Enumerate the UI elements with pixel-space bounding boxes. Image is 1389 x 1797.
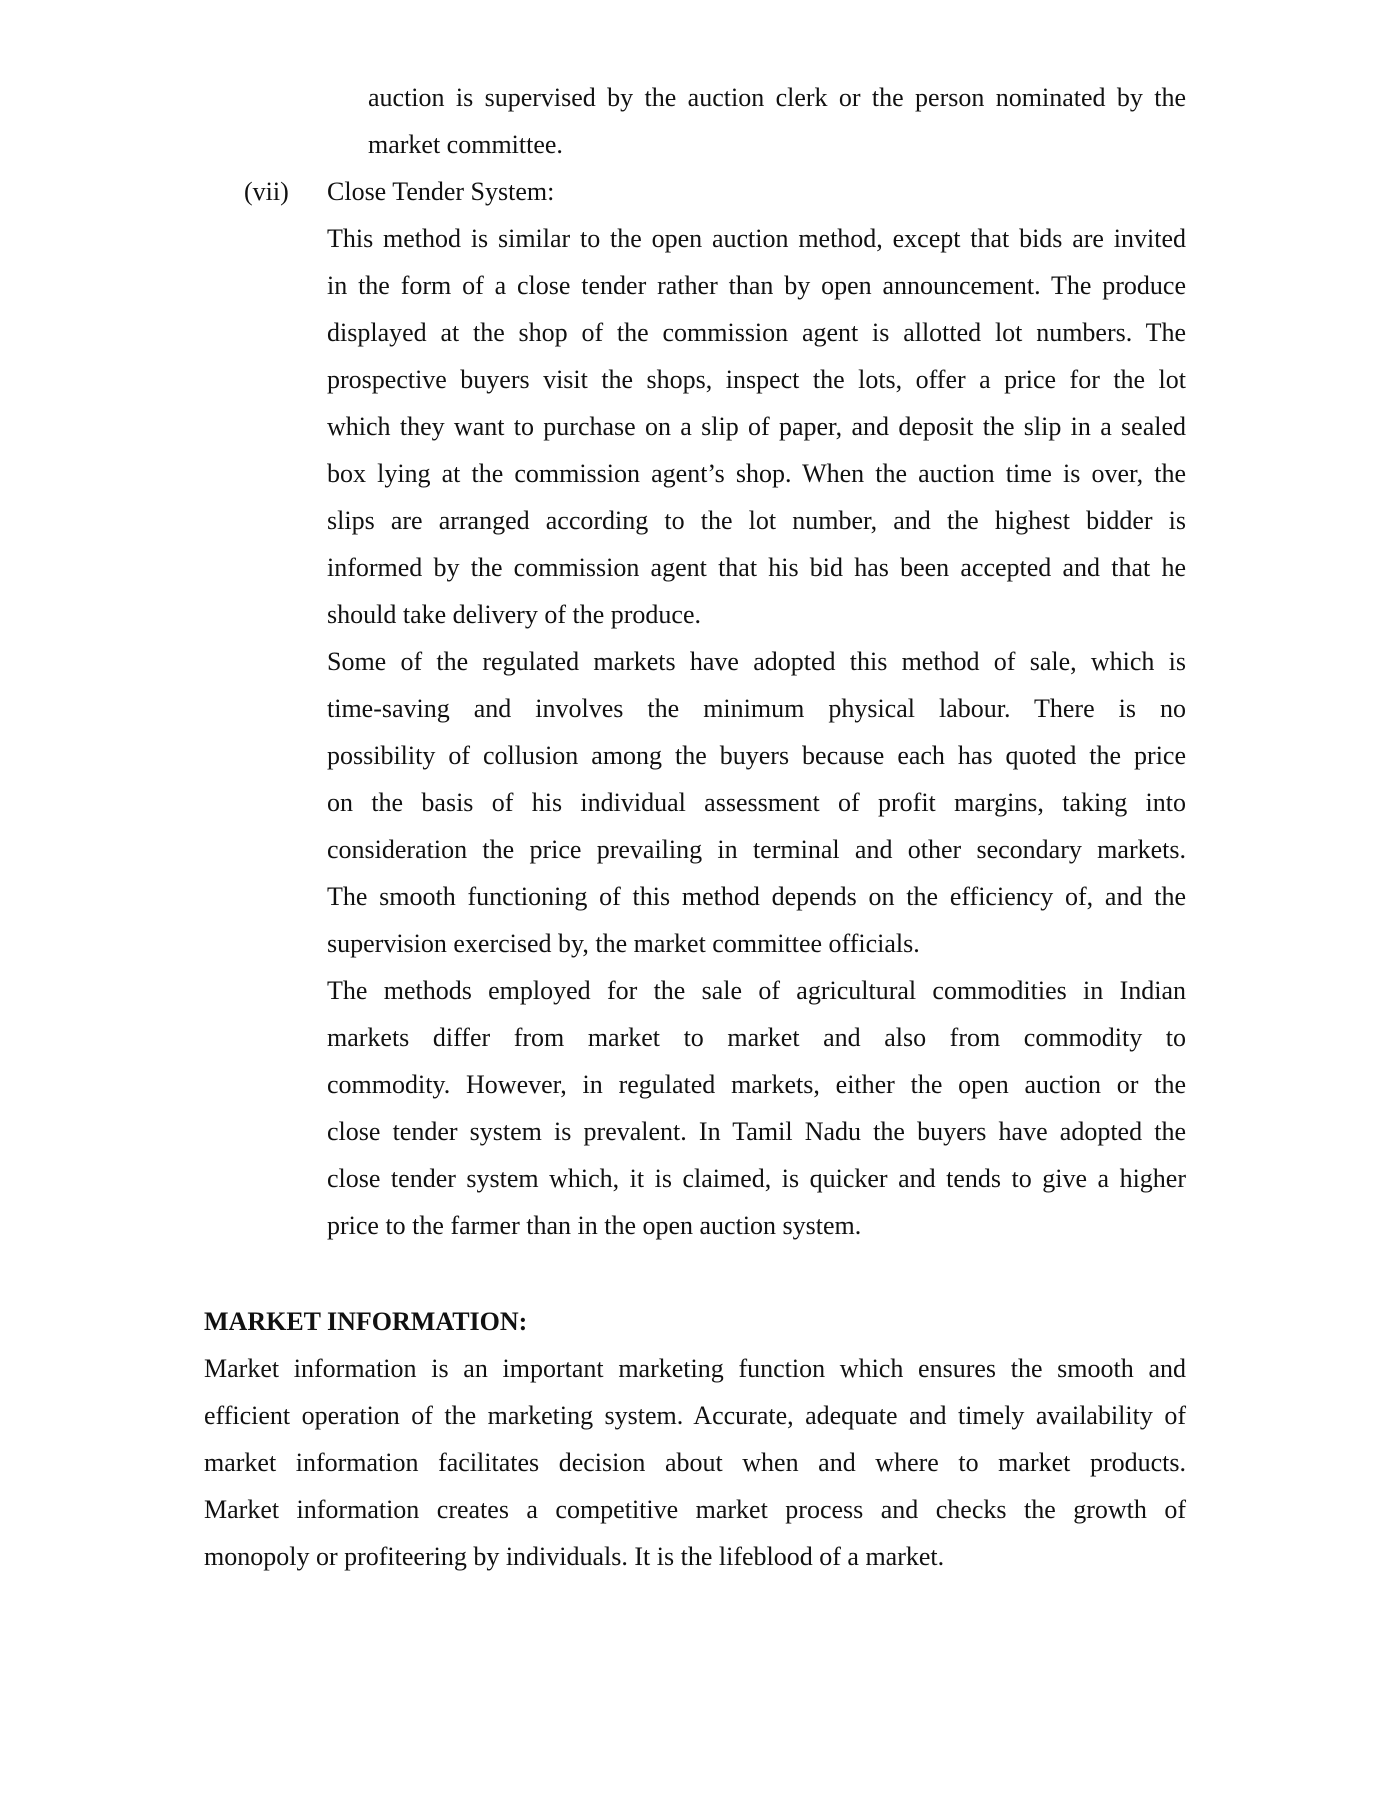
paragraph-line: possibility of collusion among the buyers because each has quoted the price [327, 741, 1186, 770]
paragraph-line: supervision exercised by, the market committee officials. [327, 929, 920, 958]
paragraph-line: Market information is an important marketing function which ensures the smooth and [204, 1354, 1186, 1383]
paragraph-line: market information facilitates decision about when and where to market products. [204, 1448, 1186, 1477]
list-marker: (vii) [244, 177, 289, 206]
paragraph-line: efficient operation of the marketing system. Accurate, adequate and timely availability of [204, 1401, 1186, 1430]
paragraph-line: informed by the commission agent that his bid has been accepted and that he [327, 553, 1186, 582]
continuation-line: market committee. [368, 130, 563, 159]
paragraph-line: commodity. However, in regulated markets, either the open auction or the [327, 1070, 1186, 1099]
paragraph-line: The smooth functioning of this method depends on the efficiency of, and the [327, 882, 1186, 911]
paragraph-line: should take delivery of the produce. [327, 600, 701, 629]
paragraph-line: monopoly or profiteering by individuals. It is the lifeblood of a market. [204, 1542, 945, 1571]
paragraph-line: The methods employed for the sale of agricultural commodities in Indian [327, 976, 1186, 1005]
paragraph-line: box lying at the commission agent’s shop. When the auction time is over, the [327, 459, 1186, 488]
paragraph-line: in the form of a close tender rather than by open announcement. The produce [327, 271, 1186, 300]
paragraph-line: Some of the regulated markets have adopted this method of sale, which is [327, 647, 1186, 676]
paragraph-line: which they want to purchase on a slip of paper, and deposit the slip in a sealed [327, 412, 1186, 441]
paragraph-line: This method is similar to the open auction method, except that bids are invited [327, 224, 1186, 253]
paragraph-line: prospective buyers visit the shops, inspect the lots, offer a price for the lot [327, 365, 1186, 394]
paragraph-line: close tender system which, it is claimed, is quicker and tends to give a higher [327, 1164, 1186, 1193]
section-title: Close Tender System: [327, 177, 555, 206]
paragraph-line: on the basis of his individual assessment of profit margins, taking into [327, 788, 1186, 817]
continuation-line: auction is supervised by the auction clerk or the person nominated by the [368, 83, 1186, 112]
paragraph-line: markets differ from market to market and also from commodity to [327, 1023, 1186, 1052]
paragraph-line: Market information creates a competitive market process and checks the growth of [204, 1495, 1186, 1524]
paragraph-line: time-saving and involves the minimum physical labour. There is no [327, 694, 1186, 723]
paragraph-line: consideration the price prevailing in terminal and other secondary markets. [327, 835, 1186, 864]
section-heading: MARKET INFORMATION: [204, 1307, 528, 1336]
paragraph-line: close tender system is prevalent. In Tamil Nadu the buyers have adopted the [327, 1117, 1186, 1146]
paragraph-line: slips are arranged according to the lot number, and the highest bidder is [327, 506, 1186, 535]
paragraph-line: price to the farmer than in the open auction system. [327, 1211, 862, 1240]
paragraph-line: displayed at the shop of the commission agent is allotted lot numbers. The [327, 318, 1186, 347]
